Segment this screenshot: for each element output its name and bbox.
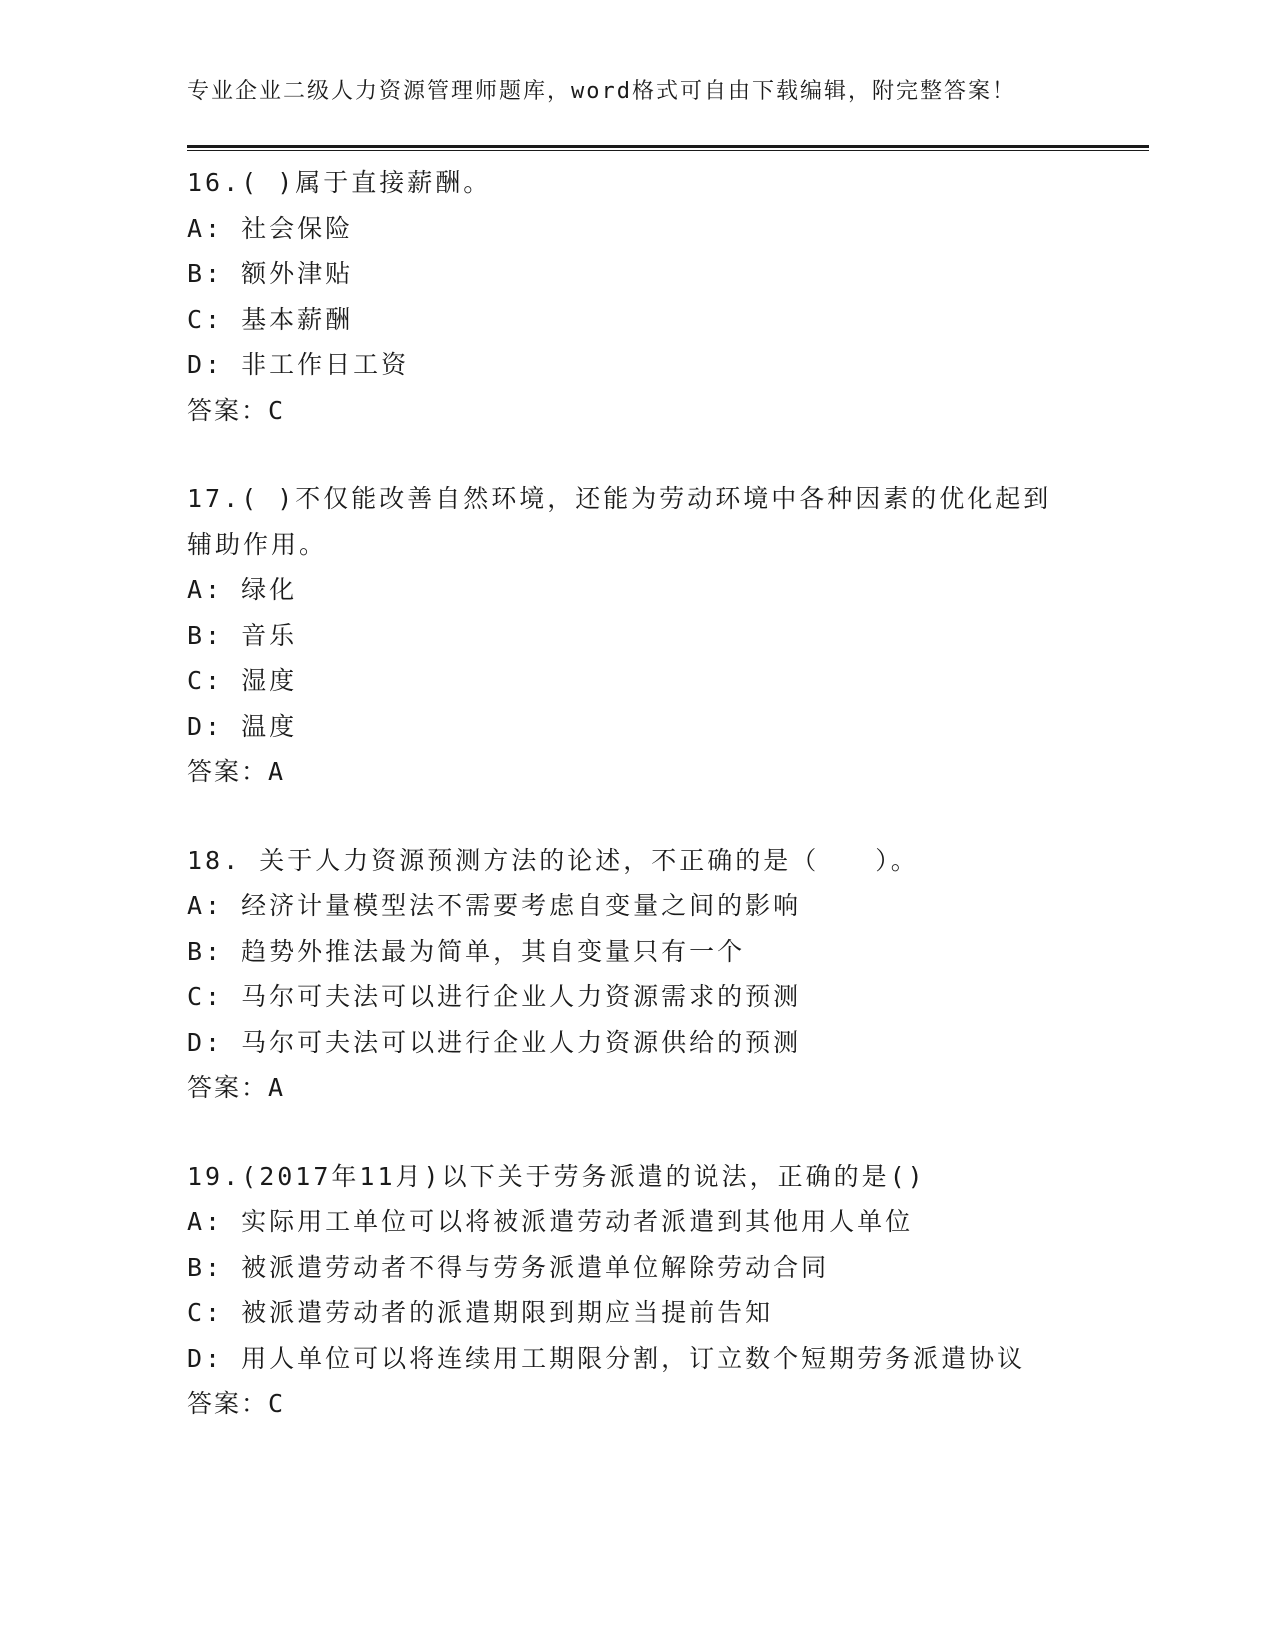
question-stem: 17.( )不仅能改善自然环境，还能为劳动环境中各种因素的优化起到 (187, 484, 1052, 513)
question-stem-continuation: 辅助作用。 (187, 529, 328, 559)
question-16 (187, 160, 1087, 433)
option-d: D: 非工作日工资 (187, 350, 410, 379)
option-b: B: 趋势外推法最为简单，其自变量只有一个 (187, 936, 746, 966)
option-d: D: 温度 (187, 711, 298, 741)
option-a: A: 绿化 (187, 575, 298, 604)
question-list (187, 160, 1087, 1427)
option-c: C: 马尔可夫法可以进行企业人力资源需求的预测 (187, 982, 802, 1011)
answer-line: 答案：C (187, 395, 286, 425)
option-d: D: 马尔可夫法可以进行企业人力资源供给的预测 (187, 1027, 802, 1057)
question-17 (187, 476, 1087, 795)
option-a: A: 社会保险 (187, 213, 354, 243)
option-a: A: 实际用工单位可以将被派遣劳动者派遣到其他用人单位 (187, 1207, 914, 1236)
question-stem: 16.( )属于直接薪酬。 (187, 168, 492, 197)
option-c: C: 基本薪酬 (187, 304, 354, 334)
question-stem: 18. 关于人力资源预测方法的论述，不正确的是（ ）。 (187, 845, 919, 875)
question-stem: 19.(2017年11月)以下关于劳务派遣的说法，正确的是() (187, 1161, 926, 1191)
option-b: B: 音乐 (187, 620, 298, 650)
option-c: C: 被派遣劳动者的派遣期限到期应当提前告知 (187, 1298, 774, 1327)
header-divider (187, 145, 1149, 151)
answer-line: 答案：A (187, 757, 286, 786)
question-19 (187, 1154, 1087, 1427)
option-b: B: 被派遣劳动者不得与劳务派遣单位解除劳动合同 (187, 1252, 830, 1282)
page-header: 专业企业二级人力资源管理师题库，word格式可自由下载编辑，附完整答案！ (187, 79, 1016, 104)
answer-line: 答案：A (187, 1073, 286, 1102)
option-a: A: 经济计量模型法不需要考虑自变量之间的影响 (187, 891, 802, 920)
answer-line: 答案：C (187, 1389, 286, 1418)
question-18 (187, 838, 1087, 1111)
option-b: B: 额外津贴 (187, 259, 354, 288)
option-c: C: 湿度 (187, 666, 298, 695)
option-d: D: 用人单位可以将连续用工期限分割，订立数个短期劳务派遣协议 (187, 1343, 1026, 1373)
